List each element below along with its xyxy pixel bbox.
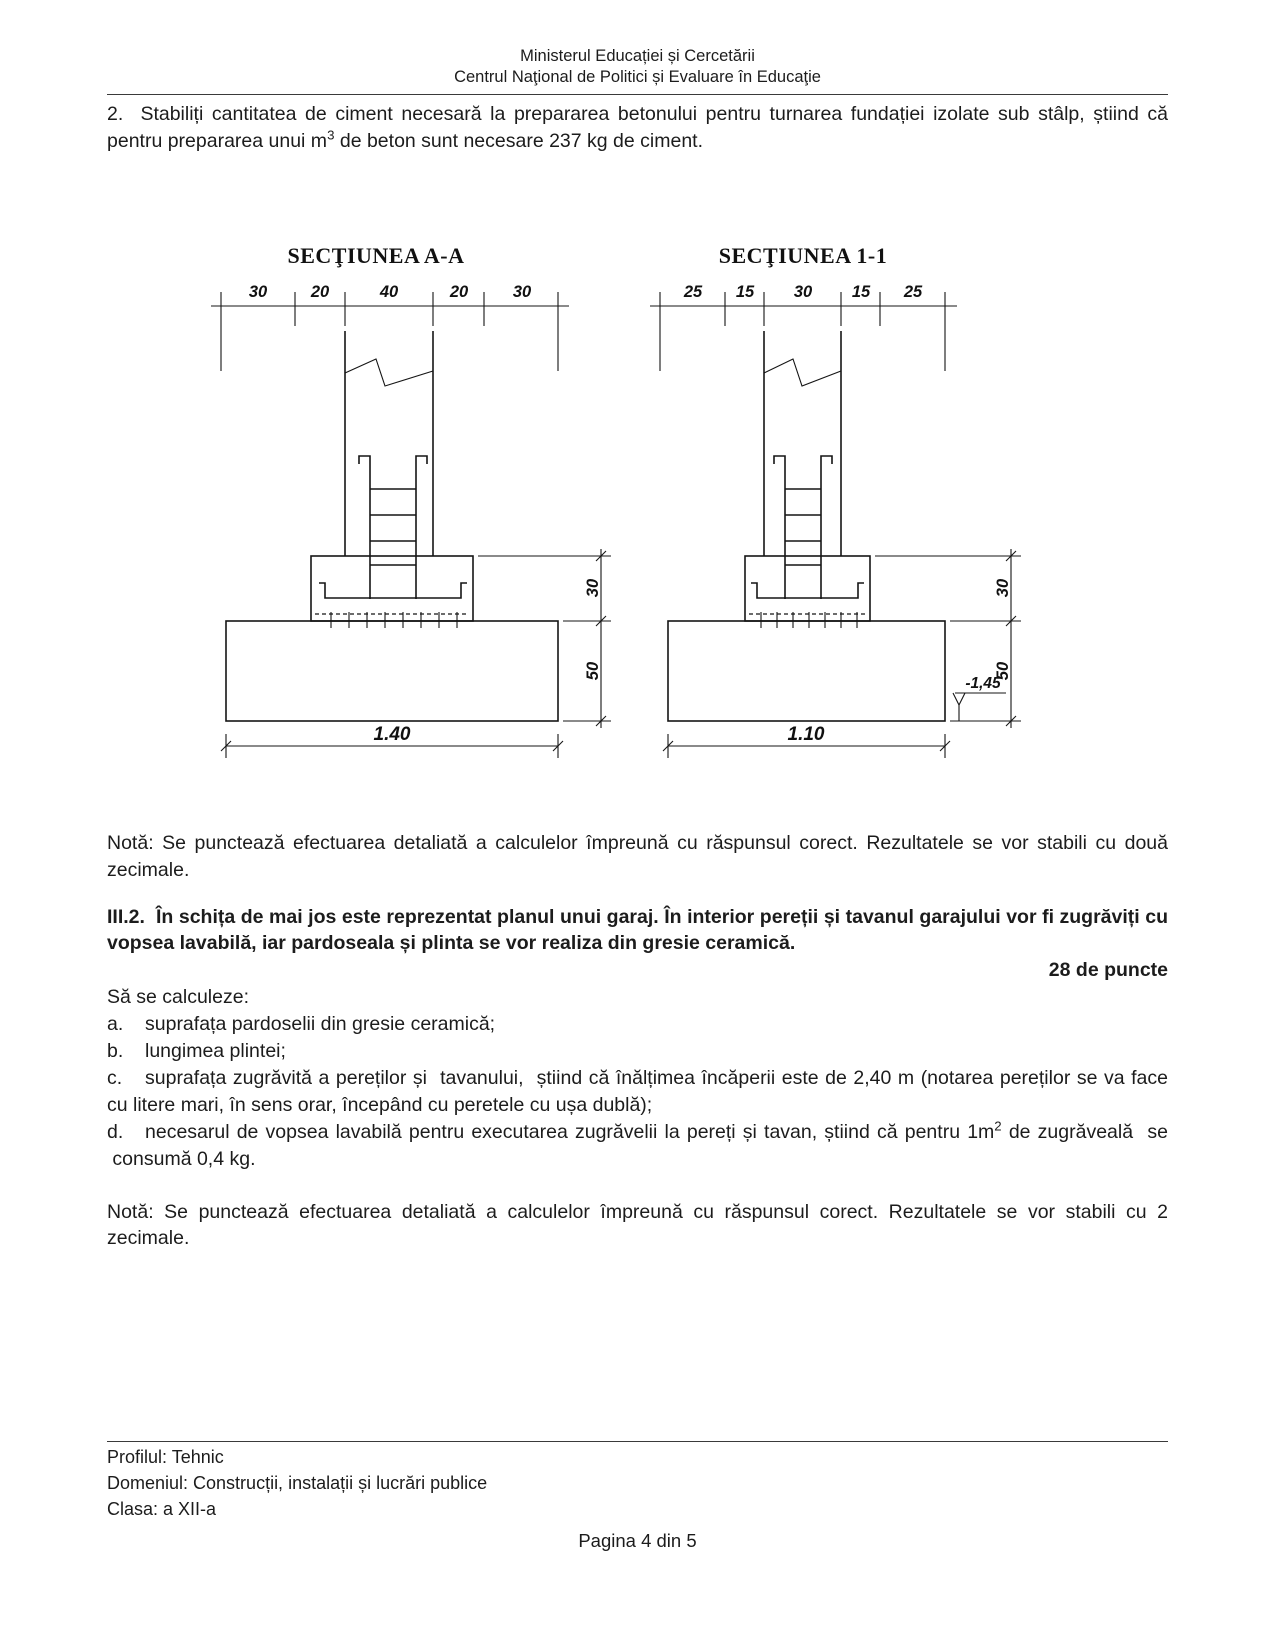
- item-text: necesarul de vopsea lavabilă pentru executarea zugrăvelii la pereți și tavan, știind că pentru 1m: [145, 1120, 995, 1143]
- pier-block: [745, 556, 870, 628]
- item-text: suprafața pardoselii din gresie ceramică;: [145, 1013, 496, 1036]
- starter-bars: [319, 583, 467, 598]
- list-item-a: [107, 1011, 1168, 1038]
- section-a-a-figure: [173, 231, 625, 776]
- item-label: b.: [107, 1040, 124, 1063]
- item-text: suprafața zugrăvită a pereților și tavanului, știind că înălțimea încăperii este de 2,40 m (notarea pereților se va face cu litere mari, în sens orar, începând cu peretele cu ușa dublă);: [107, 1066, 1168, 1116]
- figure-title: SECŢIUNEA A-A: [287, 242, 465, 268]
- item-label: c.: [107, 1066, 123, 1089]
- footing-block: [668, 621, 945, 721]
- dim-label: 15: [735, 282, 755, 301]
- level-label: -1,45: [965, 674, 1001, 692]
- footer-profil: Profilul: Tehnic: [107, 1447, 224, 1467]
- ministry-header: [107, 46, 1168, 89]
- note-1: Notă: Se punctează efectuarea detaliată a calculelor împreună cu răspunsul corect. Rezultatele se vor stabili cu două zecimale.: [107, 831, 1168, 881]
- item-label: d.: [107, 1120, 124, 1143]
- ministry-header-line2: Centrul Naţional de Politici și Evaluare în Educaţie: [454, 68, 821, 87]
- dim-label: 15: [851, 282, 871, 301]
- dim-label: 50: [584, 661, 602, 680]
- dim-label: 50: [994, 661, 1012, 680]
- top-dimension-line: [211, 283, 569, 371]
- task-iii2-intro: Să se calculeze:: [107, 986, 249, 1009]
- section-1-1-figure: [625, 231, 1075, 776]
- dim-label: 1.40: [373, 723, 411, 745]
- dim-label: 20: [310, 282, 330, 301]
- dim-label: 25: [903, 282, 923, 301]
- list-item-c: [107, 1065, 1168, 1119]
- dim-label: 30: [793, 282, 813, 301]
- task2-superscript: 3: [327, 127, 335, 143]
- column-outline: [764, 331, 841, 556]
- figure-title: SECŢIUNEA 1-1: [718, 242, 888, 268]
- footer-clasa: Clasa: a XII-a: [107, 1498, 217, 1519]
- dim-label: 25: [683, 282, 703, 301]
- pier-block: [311, 556, 473, 628]
- dim-label: 30: [994, 578, 1012, 597]
- header-divider: [107, 94, 1168, 95]
- rebar-cage: [751, 456, 864, 599]
- list-item-b: [107, 1038, 1168, 1065]
- footer-domeniu: Domeniul: Construcții, instalații și lucrări publice: [107, 1472, 488, 1493]
- dim-label: 30: [248, 282, 268, 301]
- level-mark: [953, 675, 1006, 721]
- task2-text-part2: de beton sunt necesare 237 kg de ciment.: [334, 129, 704, 152]
- dim-label: 30: [584, 578, 602, 597]
- task2-text: [107, 101, 1168, 155]
- side-dimension-line: [875, 549, 1021, 728]
- dim-label: 30: [512, 282, 532, 301]
- side-dimension-line: [478, 549, 611, 728]
- starter-bars: [751, 583, 864, 598]
- foundation-section-drawings: [173, 231, 1168, 776]
- dim-label: 40: [379, 282, 399, 301]
- list-item-d: [107, 1119, 1168, 1173]
- page-number: Pagina 4 din 5: [578, 1529, 697, 1551]
- task-iii2-heading: III.2. În schița de mai jos este reprezentat planul unui garaj. În interior pereții și tavanul garajului vor fi zugrăviți cu vopsea lavabilă, iar pardoseala și plinta se vor realiza din gresie ceramică.: [107, 905, 1168, 955]
- page-footer: [107, 1441, 1168, 1554]
- ministry-header-line1: Ministerul Educației și Cercetării: [520, 47, 755, 65]
- item-text: de zugrăveală se consumă 0,4 kg.: [107, 1120, 1168, 1170]
- bottom-dimension-line: [221, 724, 563, 758]
- dim-label: 20: [449, 282, 469, 301]
- dim-label: 1.10: [787, 723, 825, 745]
- points-badge: 28 de puncte: [1048, 959, 1168, 982]
- item-label: a.: [107, 1013, 124, 1036]
- column-outline: [345, 331, 433, 556]
- footing-block: [226, 621, 558, 721]
- rebar-cage: [319, 456, 467, 599]
- item-text: lungimea plintei;: [145, 1040, 286, 1063]
- item-superscript: 2: [994, 1118, 1002, 1134]
- break-mark: [345, 359, 433, 386]
- break-mark: [764, 359, 841, 386]
- note-2: Notă: Se punctează efectuarea detaliată a calculelor împreună cu răspunsul corect. Rezultatele se vor stabili cu 2 zecimale.: [107, 1200, 1168, 1250]
- bottom-dimension-line: [663, 724, 950, 758]
- task2-text-part1: 2. Stabiliți cantitatea de ciment necesară la prepararea betonului pentru turnarea fundației izolate sub stâlp, știind că pentru prepararea unui m: [107, 102, 1168, 152]
- top-dimension-line: [650, 283, 957, 371]
